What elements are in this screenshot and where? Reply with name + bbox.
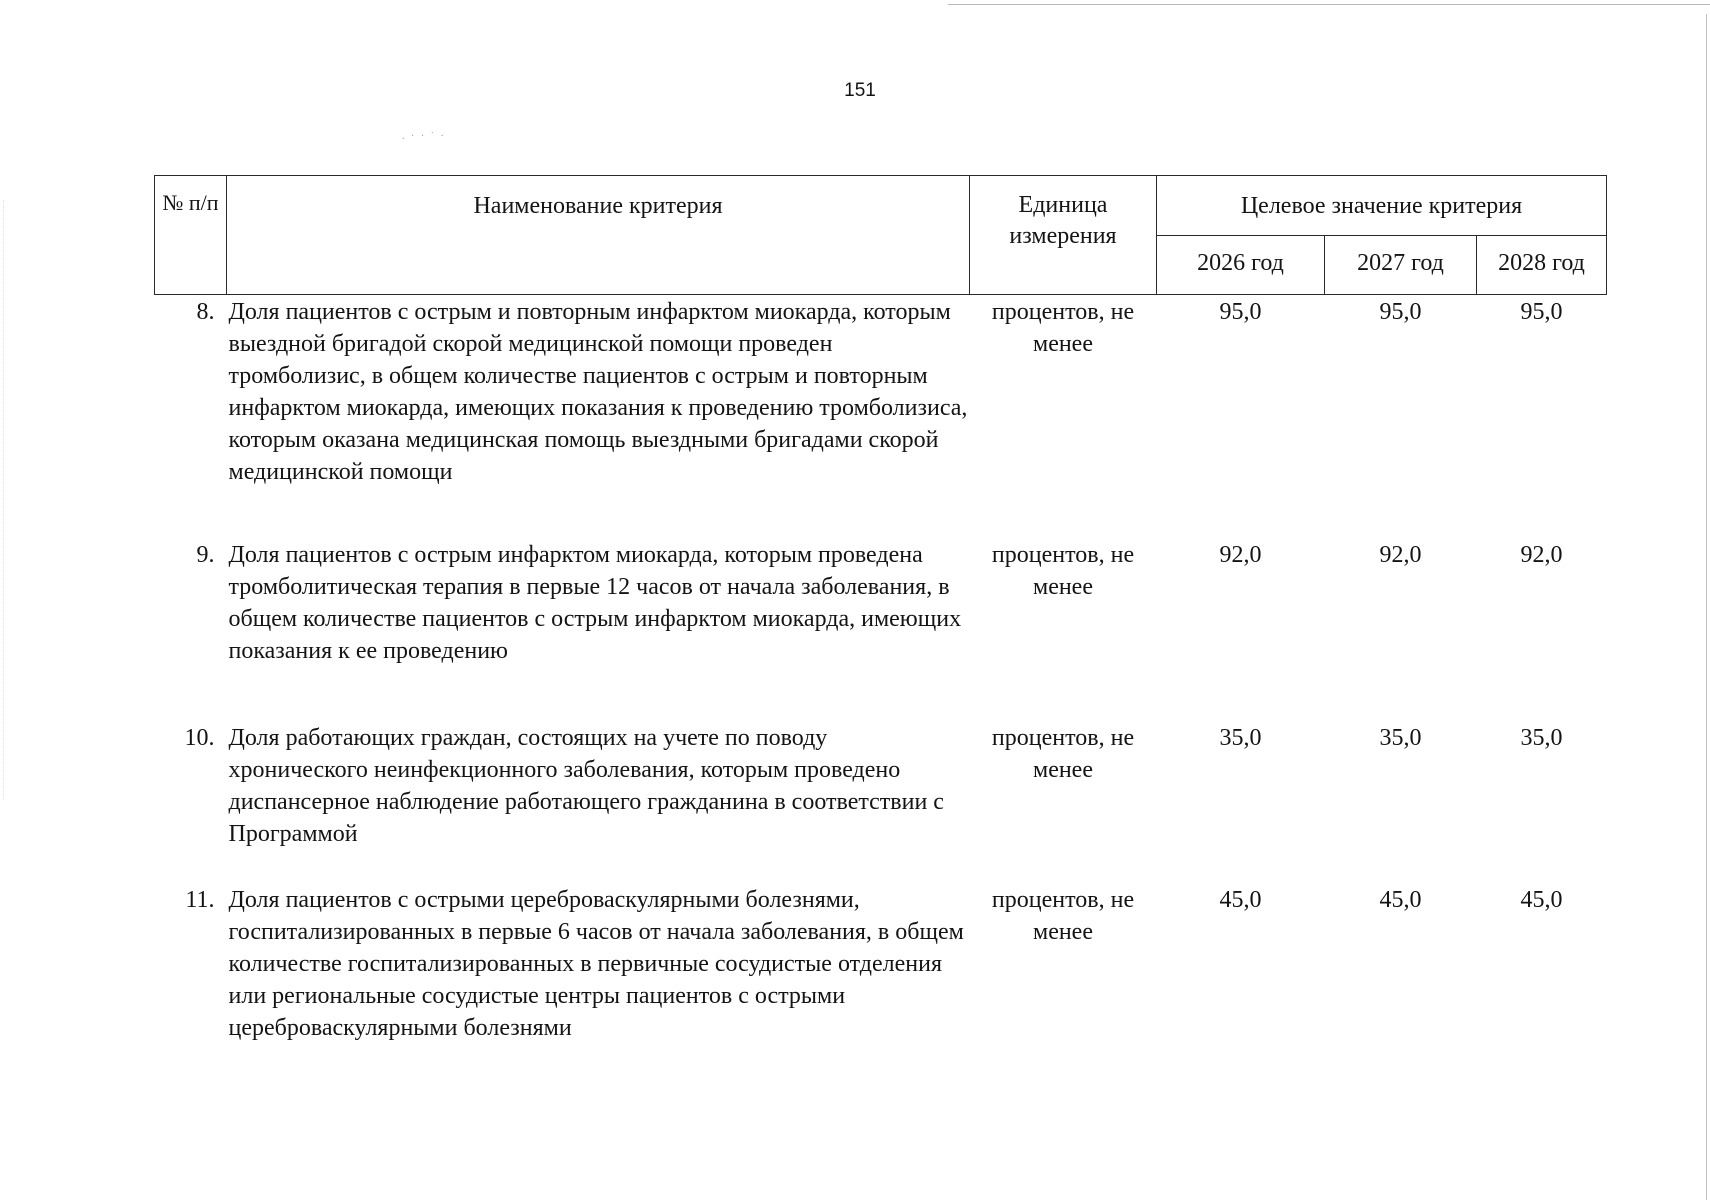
value-2026: 35,0 bbox=[1219, 725, 1262, 751]
criterion-unit: процентов, не менее bbox=[991, 887, 1135, 945]
table-row bbox=[155, 295, 1607, 540]
criterion-unit: процентов, не менее bbox=[991, 725, 1135, 783]
table-row bbox=[155, 539, 1607, 722]
criterion-name: Доля пациентов с острыми цереброваскулярными болезнями, госпитализированных в первые 6 часов от начала заболевания, в общем количестве госпитализированных в первичные сосудистые отделения или региональные сосудистые центры пациентов с острыми цереброваскулярными болезнями bbox=[228, 887, 964, 1041]
value-2027: 95,0 bbox=[1379, 299, 1422, 325]
row-number: 11. bbox=[185, 887, 215, 913]
header-year-2026: 2026 год bbox=[1157, 236, 1325, 295]
header-target: Целевое значение критерия bbox=[1157, 176, 1607, 236]
table-row bbox=[155, 722, 1607, 884]
criteria-table bbox=[154, 175, 1607, 1080]
scan-edge-top bbox=[948, 4, 1710, 5]
value-2028: 92,0 bbox=[1520, 542, 1563, 568]
row-number: 10. bbox=[184, 725, 215, 751]
row-number: 8. bbox=[196, 299, 215, 325]
value-2028: 45,0 bbox=[1520, 887, 1563, 913]
header-name: Наименование критерия bbox=[227, 176, 970, 295]
criterion-unit: процентов, не менее bbox=[991, 542, 1135, 600]
value-2027: 45,0 bbox=[1379, 887, 1422, 913]
criterion-name: Доля пациентов с острым и повторным инфарктом миокарда, которым выездной бригадой скорой медицинской помощи проведен тромболизис, в общем количестве пациентов с острым и повторным инфарктом миокарда, имеющих показания к проведению тромболизиса, которым оказана медицинская помощь выездными бригадами скорой медицинской помощи bbox=[228, 299, 968, 485]
table-body bbox=[155, 295, 1607, 1081]
scan-edge-left bbox=[3, 200, 4, 800]
value-2028: 95,0 bbox=[1520, 299, 1563, 325]
criterion-name: Доля работающих граждан, состоящих на учете по поводу хронического неинфекционного заболевания, которым проведено диспансерное наблюдение работающего гражданина в соответствии с Программой bbox=[228, 725, 944, 847]
row-number: 9. bbox=[196, 542, 215, 568]
header-number: № п/п bbox=[155, 176, 227, 295]
page-number: 151 bbox=[844, 80, 876, 101]
value-2028: 35,0 bbox=[1520, 725, 1563, 751]
value-2026: 45,0 bbox=[1219, 887, 1262, 913]
value-2026: 92,0 bbox=[1219, 542, 1262, 568]
table-row bbox=[155, 884, 1607, 1080]
criterion-name: Доля пациентов с острым инфарктом миокарда, которым проведена тромболитическая терапия в первые 12 часов от начала заболевания, в общем количестве пациентов с острым инфарктом миокарда, имеющих показания к ее проведению bbox=[228, 542, 962, 664]
value-2027: 35,0 bbox=[1379, 725, 1422, 751]
value-2026: 95,0 bbox=[1219, 299, 1262, 325]
header-year-2027: 2027 год bbox=[1325, 236, 1477, 295]
scan-edge-right bbox=[1706, 14, 1707, 1200]
scan-speck: . · · ˙ · bbox=[402, 131, 446, 142]
criterion-unit: процентов, не менее bbox=[991, 299, 1135, 357]
value-2027: 92,0 bbox=[1379, 542, 1422, 568]
header-year-2028: 2028 год bbox=[1477, 236, 1607, 295]
table-header bbox=[155, 176, 1607, 295]
header-unit: Единица измерения bbox=[970, 176, 1157, 295]
